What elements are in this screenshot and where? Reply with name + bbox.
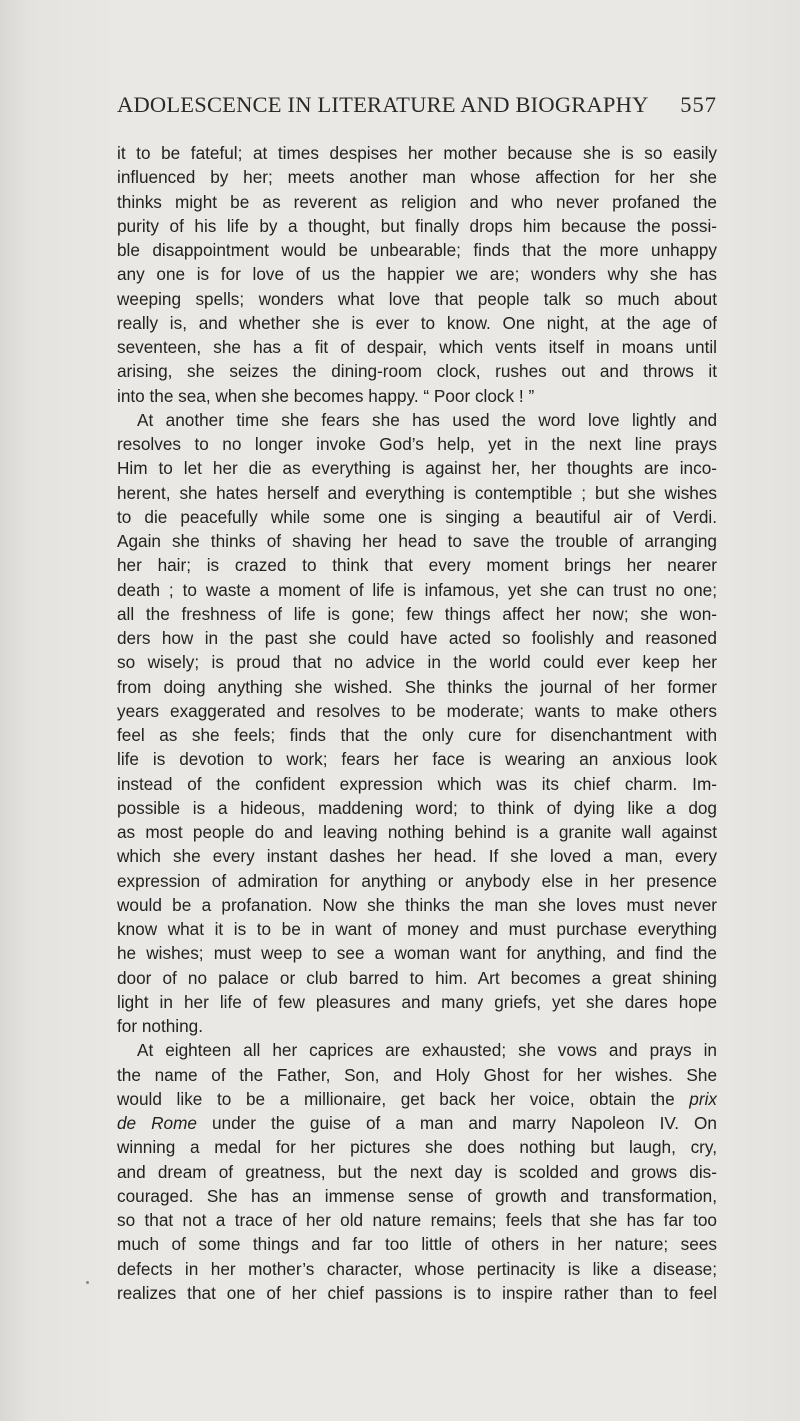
text-line: realizes that one of her chief passions is to inspire rather than to feel (117, 1282, 717, 1303)
text-line: purity of his life by a thought, but finally drops him because the possi- (117, 215, 717, 236)
text-line: years exaggerated and resolves to be moderate; wants to make others (117, 700, 717, 721)
running-title: ADOLESCENCE IN LITERATURE AND BIOGRAPHY (117, 92, 649, 117)
text-line: instead of the confident expression which was its chief charm. Im- (117, 773, 717, 794)
margin-speck (86, 1281, 89, 1284)
text-line: and dream of greatness, but the next day is scolded and grows dis- (117, 1161, 717, 1182)
text-line: so that not a trace of her old nature remains; feels that she has far too (117, 1210, 717, 1230)
text-line: any one is for love of us the happier we are; wonders why she has (117, 264, 717, 285)
text-line: all the freshness of life is gone; few things affect her now; she won- (117, 603, 717, 624)
text-line: Him to let her die as everything is against her, her thoughts are inco- (117, 458, 717, 479)
text-line: possible is a hideous, maddening word; to think of dying like a dog (117, 797, 717, 818)
text-line: ble disappointment would be unbearable; finds that the more unhappy (117, 240, 717, 260)
text-line: expression of admiration for anything or anybody else in her presence (117, 870, 717, 891)
text-line: life is devotion to work; fears her face is wearing an anxious look (117, 749, 717, 770)
text-line: to die peacefully while some one is singing a beautiful air of Verdi. (117, 506, 717, 527)
text-line: her hair; is crazed to think that every moment brings her nearer (117, 555, 717, 576)
text-line: de Rome under the guise of a man and marry Napoleon IV. On (117, 1113, 717, 1133)
text-line: thinks might be as reverent as religion and who never profaned the (117, 191, 717, 212)
text-line: defects in her mother’s character, whose pertinacity is like a disease; (117, 1258, 717, 1279)
text-line: arising, she seizes the dining-room clock, rushes out and throws it (117, 361, 717, 382)
text-line: the name of the Father, Son, and Holy Ghost for her wishes. She (117, 1064, 717, 1085)
text-line: as most people do and leaving nothing behind is a granite wall against (117, 822, 717, 842)
text-line: into the sea, when she becomes happy. “ Poor clock ! ” (117, 385, 535, 406)
text-line: resolves to no longer invoke God’s help, yet in the next line prays (117, 434, 717, 454)
text-line: much of some things and far too little of others in her nature; sees (117, 1234, 717, 1255)
text-line: winning a medal for her pictures she does nothing but laugh, cry, (117, 1137, 717, 1158)
text-line: from doing anything she wished. She thinks the journal of her former (117, 676, 717, 697)
text-line: so wisely; is proud that no advice in the world could ever keep her (117, 652, 717, 673)
text-line: death ; to waste a moment of life is infamous, yet she can trust no one; (117, 579, 717, 600)
text-line: really is, and whether she is ever to know. One night, at the age of (117, 312, 717, 333)
text-line: know what it is to be in want of money and must purchase everything (117, 919, 717, 939)
text-line: it to be fateful; at times despises her mother because she is so easily (117, 143, 717, 163)
page-number: 557 (680, 92, 717, 117)
text-line: influenced by her; meets another man whose affection for her she (117, 167, 717, 188)
text-line: he wishes; must weep to see a woman want for anything, and find the (117, 943, 717, 964)
text-line: herent, she hates herself and everything is contemptible ; but she wishes (117, 482, 717, 503)
text-line: weeping spells; wonders what love that people talk so much about (117, 288, 717, 309)
text-line: light in her life of few pleasures and many griefs, yet she dares hope (117, 991, 717, 1012)
running-header (117, 92, 717, 122)
text-line: At another time she fears she has used the word love lightly and (137, 409, 717, 430)
text-line: ders how in the past she could have acted so foolishly and reasoned (117, 628, 717, 648)
text-line: feel as she feels; finds that the only cure for disenchantment with (117, 725, 717, 745)
body-text (117, 141, 717, 1305)
text-line: would like to be a millionaire, get back her voice, obtain the prix (117, 1088, 717, 1109)
text-line: would be a profanation. Now she thinks the man she loves must never (117, 894, 717, 915)
text-line: couraged. She has an immense sense of growth and transformation, (117, 1185, 717, 1206)
text-line: seventeen, she has a fit of despair, which vents itself in moans until (117, 337, 717, 357)
text-line: Again she thinks of shaving her head to save the trouble of arranging (117, 531, 717, 551)
text-line: for nothing. (117, 1016, 203, 1036)
text-line: At eighteen all her caprices are exhausted; she vows and prays in (137, 1040, 717, 1061)
text-line: door of no palace or club barred to him. Art becomes a great shining (117, 967, 717, 988)
text-line: which she every instant dashes her head. If she loved a man, every (117, 846, 717, 867)
